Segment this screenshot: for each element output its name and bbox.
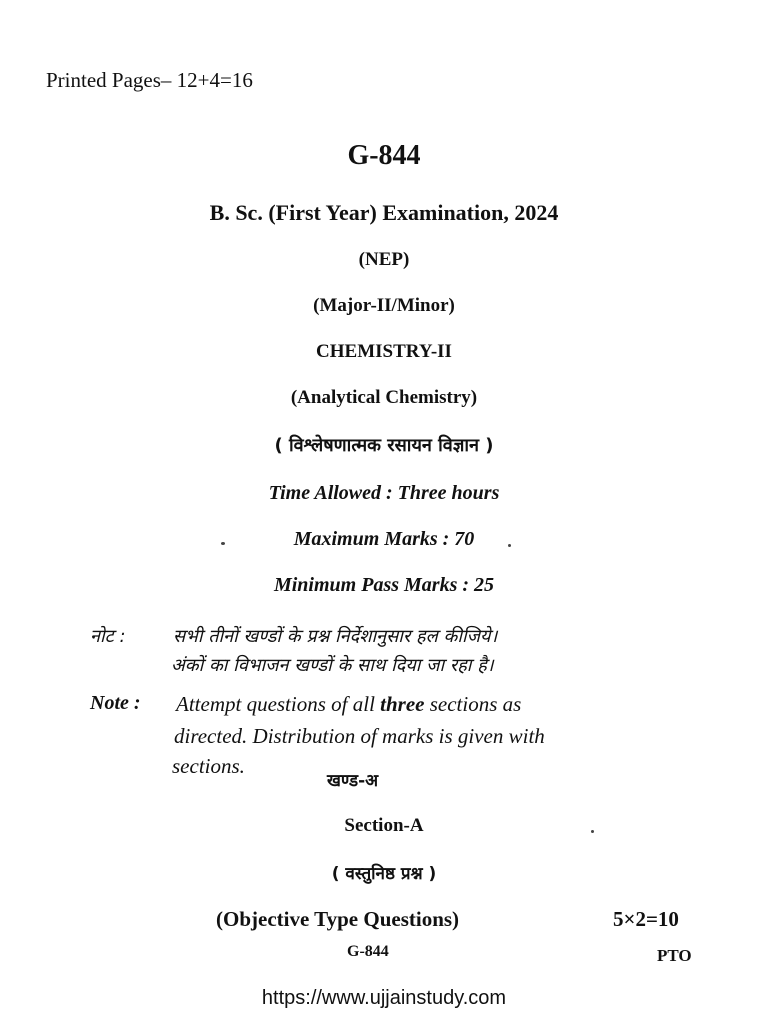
course-type: (Major-II/Minor) <box>313 295 455 316</box>
printed-pages: Printed Pages– 12+4=16 <box>46 68 253 92</box>
note-hindi-line2: अंकों का विभाजन खण्डों के साथ दिया जा रहा है। <box>171 655 494 676</box>
section-hindi-title: खण्ड-अ <box>327 771 379 791</box>
scan-speck <box>508 544 511 547</box>
paper-name-hindi: ( विश्लेषणात्मक रसायन विज्ञान ) <box>274 435 494 456</box>
note-english-line2: directed. Distribution of marks is given with <box>174 724 545 748</box>
section-type: (Objective Type Questions) <box>216 907 460 931</box>
note-english-line1 <box>176 692 521 717</box>
note-english-label: Note : <box>90 692 141 714</box>
note-hindi-label: नोट : <box>90 626 126 647</box>
note-english-line1-post: sections as <box>429 692 522 716</box>
paper-code: G-844 <box>347 140 421 171</box>
note-english-line3: sections. <box>172 754 245 778</box>
section-title: Section-A <box>344 815 424 836</box>
paper-name: (Analytical Chemistry) <box>290 387 478 408</box>
footer-url: https://www.ujjainstudy.com <box>261 987 507 1009</box>
time-allowed: Time Allowed : Three hours <box>268 482 500 504</box>
exam-scheme: (NEP) <box>358 249 410 270</box>
minimum-pass-marks: Minimum Pass Marks : 25 <box>273 574 495 596</box>
note-hindi-line1: सभी तीनों खण्डों के प्रश्न निर्देशानुसार हल कीजिये। <box>173 626 498 647</box>
section-hindi-type: ( वस्तुनिष्ठ प्रश्न ) <box>331 864 437 884</box>
scan-speck <box>221 542 225 545</box>
footer-paper-code: G-844 <box>347 943 389 960</box>
subject-title: CHEMISTRY-II <box>316 341 452 362</box>
exam-title: B. Sc. (First Year) Examination, 2024 <box>209 200 559 225</box>
section-marks: 5×2=10 <box>613 907 679 931</box>
note-english-line1-bold: three <box>380 692 425 716</box>
footer-pto: PTO <box>657 946 692 965</box>
note-english-line1-pre: Attempt questions of all <box>176 692 375 716</box>
maximum-marks: Maximum Marks : 70 <box>293 528 475 550</box>
